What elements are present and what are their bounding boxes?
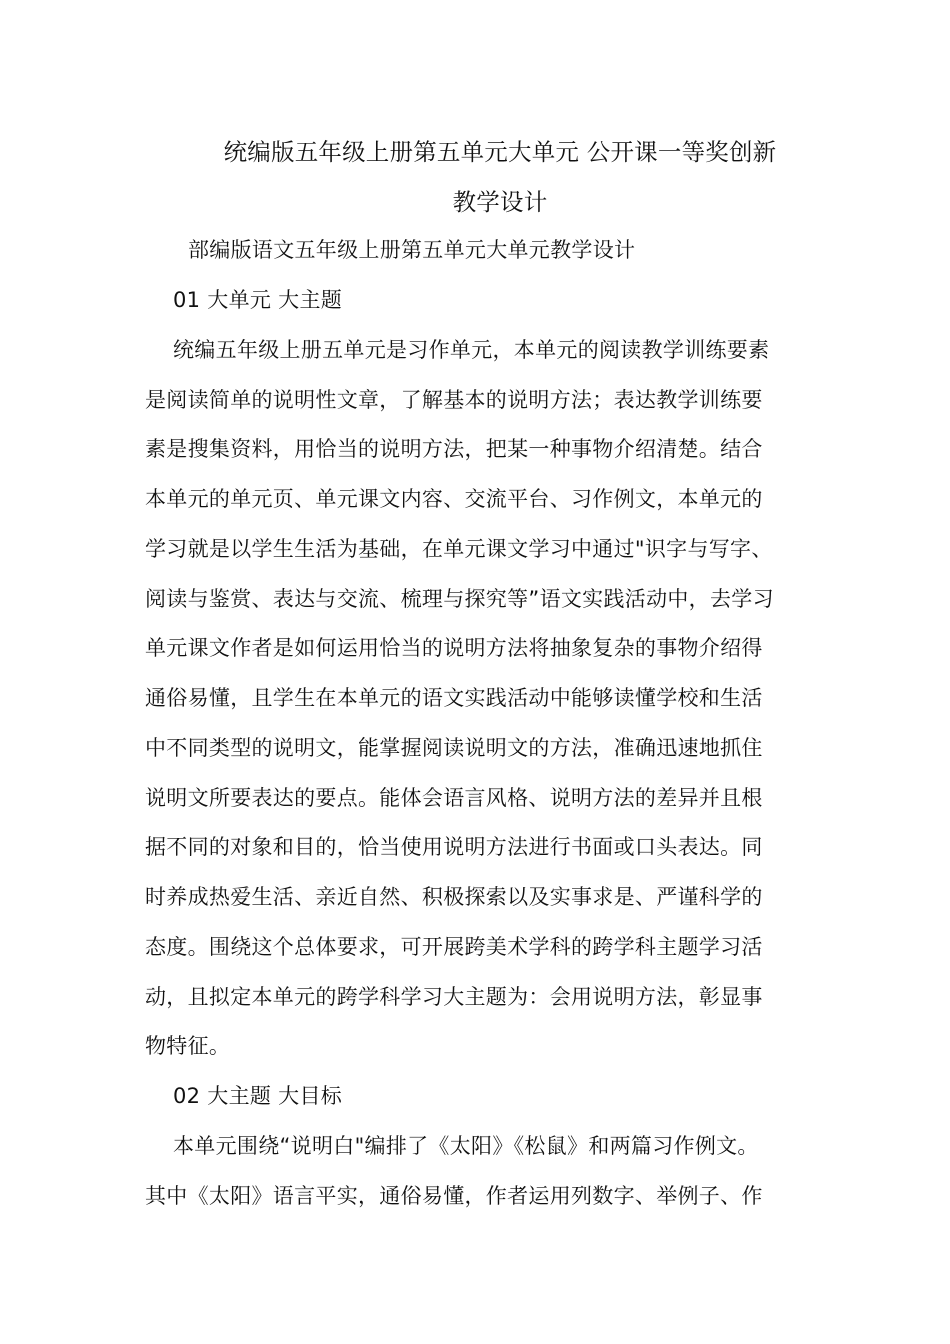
paragraph-line: 其中《太阳》语言平实，通俗易懂，作者运用列数字、举例子、作	[145, 1184, 763, 1208]
paragraph-line: 时养成热爱生活、亲近自然、积极探索以及实事求是、严谨科学的	[145, 885, 763, 909]
paragraph-line: 中不同类型的说明文，能掌握阅读说明文的方法，准确迅速地抓住	[145, 736, 763, 760]
document-title-line-2: 教学设计	[452, 188, 548, 216]
paragraph-line: 学习就是以学生生活为基础，在单元课文学习中通过"识字与写字、	[145, 537, 773, 561]
section-2-heading: 02 大主题 大目标	[173, 1084, 343, 1108]
paragraph-line: 态度。围绕这个总体要求，可开展跨美术学科的跨学科主题学习活	[145, 935, 763, 959]
paragraph-line: 本单元围绕“说明白"编排了《太阳》《松鼠》和两篇习作例文。	[173, 1134, 759, 1158]
paragraph-line: 素是搜集资料，用恰当的说明方法，把某一种事物介绍清楚。结合	[145, 437, 763, 461]
paragraph-line: 是阅读简单的说明性文章，了解基本的说明方法；表达教学训练要	[145, 388, 763, 412]
paragraph-line: 说明文所要表达的要点。能体会语言风格、说明方法的差异并且根	[145, 786, 763, 810]
paragraph-line: 单元课文作者是如何运用恰当的说明方法将抽象复杂的事物介绍得	[145, 636, 763, 660]
document-subtitle: 部编版语文五年级上册第五单元大单元教学设计	[188, 238, 636, 262]
paragraph-line: 统编五年级上册五单元是习作单元，本单元的阅读教学训练要素	[173, 338, 770, 362]
document-title-line-1: 统编版五年级上册第五单元大单元 公开课一等奖创新	[223, 138, 777, 166]
paragraph-line: 本单元的单元页、单元课文内容、交流平台、习作例文，本单元的	[145, 487, 763, 511]
paragraph-line: 通俗易懂，且学生在本单元的语文实践活动中能够读懂学校和生活	[145, 686, 763, 710]
paragraph-line: 据不同的对象和目的，恰当使用说明方法进行书面或口头表达。同	[145, 835, 763, 859]
paragraph-line: 动，且拟定本单元的跨学科学习大主题为：会用说明方法，彰显事	[145, 985, 763, 1009]
paragraph-line: 阅读与鉴赏、表达与交流、梳理与探究等”语文实践活动中，去学习	[145, 587, 774, 611]
section-1-heading: 01 大单元 大主题	[173, 288, 343, 312]
paragraph-line: 物特征。	[145, 1034, 231, 1058]
